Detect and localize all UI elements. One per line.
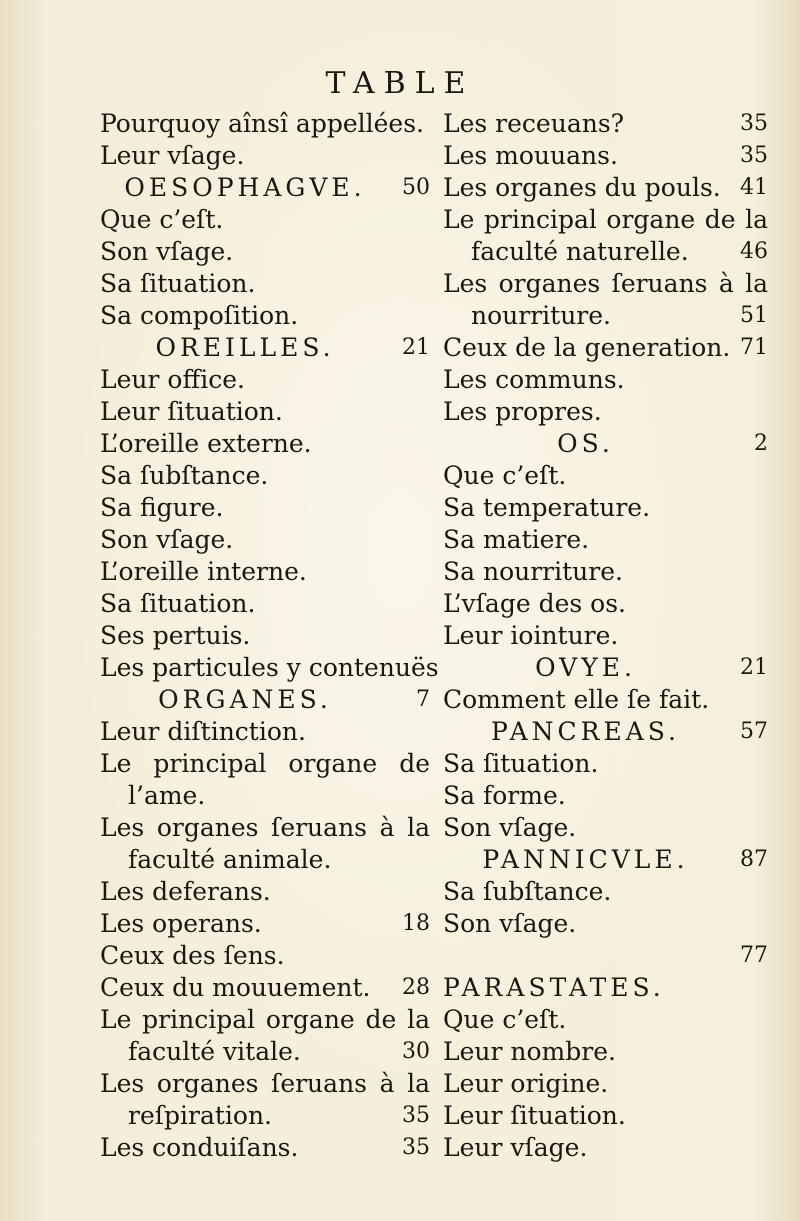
index-entry [100,844,430,876]
entry-text: PANCREAS. [491,717,680,746]
entry-text: Sa ſubſtance. [100,461,269,490]
entry-text: ORGANES. [158,685,332,714]
page-number: 21 [740,655,768,680]
index-entry [100,972,430,1004]
entry-text: Leur vſage. [443,1133,588,1162]
index-heading [443,652,768,684]
page-number: 35 [402,1135,430,1160]
index-entry [100,588,430,620]
index-entry [443,684,768,716]
entry-text: Pourquoy aînsî appellées. [100,109,424,138]
index-entry [443,780,768,812]
index-entry [100,396,430,428]
entry-text: Le principal organe de [100,749,430,778]
entry-text: Ceux des ſens. [100,941,285,970]
entry-text: Son vſage. [443,813,577,842]
index-entry [100,268,430,300]
entry-text: Leur ſituation. [443,1101,626,1130]
entry-text: Comment elle ſe fait. [443,685,710,714]
index-entry [443,908,768,940]
index-entry [100,652,439,684]
index-entry [100,1132,430,1164]
entry-text: Sa temperature. [443,493,651,522]
index-entry [100,876,430,908]
index-entry [100,716,430,748]
index-entry [443,812,768,844]
index-entry [100,524,430,556]
index-entry [443,300,768,332]
index-entry [100,108,430,140]
index-entry [100,364,430,396]
index-entry [100,556,430,588]
index-entry [443,364,768,396]
page-number: 46 [740,239,768,264]
entry-text: Son vſage. [100,237,234,266]
index-heading [443,940,768,1004]
entry-text: Sa nourriture. [443,557,623,586]
page-number: 21 [402,335,430,360]
entry-text: OESOPHAGVE. [124,173,366,202]
page-header: TABLE [325,66,475,101]
entry-text: nourriture. [471,301,611,330]
index-heading [100,684,430,716]
index-entry [443,140,768,172]
index-entry [100,1100,430,1132]
entry-text: OVYE. [535,653,636,682]
entry-text: faculté naturelle. [471,237,689,266]
entry-text: l’ame. [128,781,206,810]
entry-text: Ceux du mouuement. [100,973,371,1002]
index-heading [100,332,430,364]
index-entry [100,908,430,940]
entry-text: Que c’eſt. [443,1005,567,1034]
index-entry [443,620,768,652]
index-entry [100,1068,430,1100]
entry-text: Les particules y contenuës [100,653,439,682]
index-entry [443,108,768,140]
entry-text: PARASTATES. [443,973,665,1002]
entry-text: Les operans. [100,909,262,938]
page-number: 57 [740,719,768,744]
page-number: 28 [402,975,430,1000]
index-entry [443,1004,768,1036]
index-entry [443,492,768,524]
entry-text: Ses pertuis. [100,621,251,650]
entry-text: Ceux de la generation. [443,333,731,362]
index-entry [100,236,430,268]
left-column [100,108,439,1164]
entry-text: Les communs. [443,365,625,394]
entry-text: OREILLES. [155,333,335,362]
index-heading [443,844,768,876]
entry-text: L’oreille interne. [100,557,307,586]
entry-text: Sa forme. [443,781,566,810]
index-entry [443,588,768,620]
index-entry [443,236,768,268]
index-entry [100,940,430,972]
entry-text: Les organes ſeruans à la [100,1069,430,1098]
entry-text: L’oreille externe. [100,429,312,458]
entry-text: Les conduiſans. [100,1133,299,1162]
index-heading [100,172,430,204]
entry-text: Sa ſituation. [100,269,256,298]
entry-text: Sa matiere. [443,525,590,554]
entry-text: Son vſage. [443,909,577,938]
index-entry [443,556,768,588]
entry-text: Leur nombre. [443,1037,616,1066]
entry-text: PANNICVLE. [482,845,689,874]
page-number: 35 [740,143,768,168]
entry-text: Les mouuans. [443,141,618,170]
entry-text: Les organes ſeruans à la [443,269,768,298]
index-entry [100,140,430,172]
page-number: 51 [740,303,768,328]
entry-text: Leur office. [100,365,245,394]
index-entry [443,1132,768,1164]
index-entry [100,428,430,460]
index-entry [100,780,430,812]
entry-text: Le principal organe de la [100,1005,430,1034]
index-entry [100,204,430,236]
entry-text: Le principal organe de la [443,205,768,234]
index-entry [443,332,768,364]
entry-text: L’vſage des os. [443,589,626,618]
index-entry [443,524,768,556]
index-entry [100,812,430,844]
index-entry [100,460,430,492]
page-number: 87 [740,847,768,872]
page-number: 41 [740,175,768,200]
entry-text: Les receuans? [443,109,625,138]
index-entry [443,876,768,908]
page-number: 18 [402,911,430,936]
entry-text: Sa ſubſtance. [443,877,612,906]
entry-text: Les propres. [443,397,602,426]
entry-text: Sa figure. [100,493,224,522]
index-entry [100,300,430,332]
page-number: 50 [402,175,430,200]
index-entry [443,396,768,428]
index-entry [100,1004,430,1036]
entry-text: Que c’eſt. [100,205,224,234]
index-entry [100,748,430,780]
entry-text: Leur origine. [443,1069,609,1098]
index-entry [100,1036,430,1068]
page-number: 2 [754,431,768,456]
entry-text: Leur diſtinction. [100,717,306,746]
index-heading [443,716,768,748]
index-entry [443,172,768,204]
page-number: 30 [402,1039,430,1064]
index-entry [443,1100,768,1132]
entry-text: Que c’eſt. [443,461,567,490]
entry-text: faculté vitale. [128,1037,301,1066]
entry-text: Leur ſituation. [100,397,283,426]
entry-text: Leur vſage. [100,141,245,170]
index-entry [443,1068,768,1100]
page-number: 35 [402,1103,430,1128]
entry-text: Son vſage. [100,525,234,554]
index-entry [100,492,430,524]
entry-text: OS. [557,429,614,458]
entry-text: Sa ſituation. [100,589,256,618]
entry-text: Les organes ſeruans à la [100,813,430,842]
entry-text: Sa compoſition. [100,301,299,330]
page-number: 71 [740,335,768,360]
page-number: 77 [740,943,768,968]
page-number: 7 [416,687,430,712]
index-entry [443,204,768,236]
entry-text: Les organes du pouls. [443,173,721,202]
index-heading [443,428,768,460]
index-entry [443,1036,768,1068]
index-entry [443,268,768,300]
index-entry [100,620,430,652]
entry-text: Les deferans. [100,877,271,906]
index-entry [443,748,768,780]
entry-text: faculté animale. [128,845,332,874]
page-number: 35 [740,111,768,136]
index-entry [443,460,768,492]
entry-text: reſpiration. [128,1101,272,1130]
right-column [443,108,768,1164]
entry-text: Leur iointure. [443,621,619,650]
entry-text: Sa ſituation. [443,749,599,778]
